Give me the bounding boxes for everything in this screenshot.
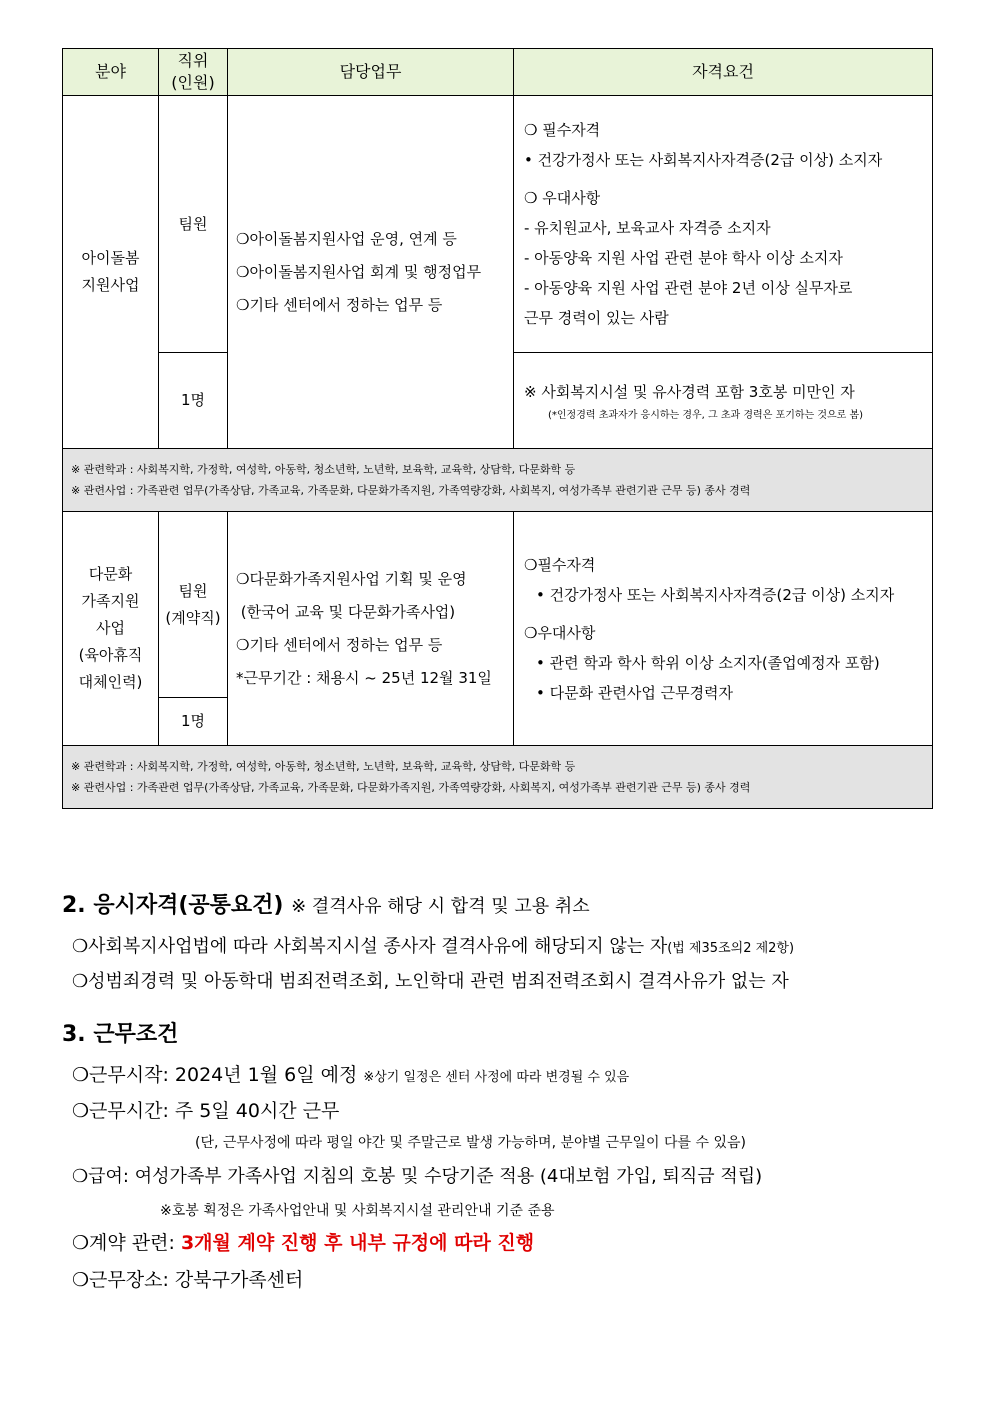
header-qualifications: 자격요건 <box>514 49 933 96</box>
row1-count: 1명 <box>159 353 228 449</box>
row1-notes <box>63 449 933 512</box>
note-line: ※ 관련사업 : 가족관련 업무(가족상담, 가족교육, 가족문화, 다문화가족지원, 가족역량강화, 사회복지, 여성가족부 관련기관 근무 등) 종사 경력 <box>71 781 751 794</box>
section2-heading <box>62 888 590 919</box>
header-field: 분야 <box>63 49 159 96</box>
work-hours-note: (단, 근무사정에 따라 평일 야간 및 주말근로 발생 가능하며, 분야별 근무일이 다를 수 있음) <box>195 1135 747 1151</box>
section2-aside: ※ 결격사유 해당 시 합격 및 고용 취소 <box>291 896 590 917</box>
row2-count: 1명 <box>159 698 228 746</box>
work-place: ❍근무장소: 강북구가족센터 <box>72 1269 304 1291</box>
work-hours: ❍근무시간: 주 5일 40시간 근무 <box>72 1100 340 1122</box>
preferred-title: ❍우대사항 <box>524 623 596 642</box>
row1-career <box>514 353 933 449</box>
preferred-title: ❍ 우대사항 <box>524 189 601 207</box>
career-note-small: (*인정경력 초과자가 응시하는 경우, 그 초과 경력은 포기하는 것으로 봄) <box>548 409 864 421</box>
row2-notes <box>63 746 933 809</box>
duty-item: ❍아이돌봄지원사업 회계 및 행정업무 <box>236 262 482 281</box>
preferred-item: - 아동양육 지원 사업 관련 분야 학사 이상 소지자 <box>524 249 843 267</box>
row1-qualifications <box>514 96 933 353</box>
duty-item: ❍다문화가족지원사업 기획 및 운영 <box>236 569 467 588</box>
row1-position: 팀원 <box>159 96 228 353</box>
row2-duties <box>228 512 514 746</box>
header-duties: 담당업무 <box>228 49 514 96</box>
work-start-note: ※상기 일정은 센터 사정에 따라 변경될 수 있음 <box>363 1070 630 1085</box>
required-title: ❍ 필수자격 <box>524 121 601 139</box>
section2-title: 2. 응시자격(공통요건) <box>62 893 284 918</box>
contract-value: 3개월 계약 진행 후 내부 규정에 따라 진행 <box>180 1232 535 1254</box>
work-start: ❍근무시작: 2024년 1월 6일 예정 ※상기 일정은 센터 사정에 따라 변경될 수 있음 <box>72 1064 630 1086</box>
duty-item: ❍기타 센터에서 정하는 업무 등 <box>236 295 443 314</box>
row1-duties <box>228 96 514 449</box>
note-line: ※ 관련학과 : 사회복지학, 가정학, 여성학, 아동학, 청소년학, 노년학, 보육학, 교육학, 상담학, 다문화학 등 <box>71 463 576 476</box>
salary: ❍급여: 여성가족부 가족사업 지침의 호봉 및 수당기준 적용 (4대보험 가입, 퇴직금 적립) <box>72 1166 763 1187</box>
section2-line2: ❍성범죄경력 및 아동학대 범죄전력조회, 노인학대 관련 범죄전력조회시 결격사유가 없는 자 <box>72 971 789 992</box>
section3-title: 3. 근무조건 <box>62 1022 179 1047</box>
preferred-item: - 유치원교사, 보육교사 자격증 소지자 <box>524 219 771 237</box>
required-title: ❍필수자격 <box>524 555 596 574</box>
career-note: ※ 사회복지시설 및 유사경력 포함 3호봉 미만인 자 <box>524 382 855 401</box>
row2-position: 팀원 (계약직) <box>159 512 228 698</box>
row1-field: 아이돌봄 지원사업 <box>63 96 159 449</box>
note-line: ※ 관련사업 : 가족관련 업무(가족상담, 가족교육, 가족문화, 다문화가족지원, 가족역량강화, 사회복지, 여성가족부 관련기관 근무 등) 종사 경력 <box>71 484 751 497</box>
salary-note: ※호봉 획정은 가족사업안내 및 사회복지시설 관리안내 기준 준용 <box>160 1203 555 1219</box>
section2-line1: ❍사회복지사업법에 따라 사회복지시설 종사자 결격사유에 해당되지 않는 자(법 제35조의2 제2항) <box>72 936 795 957</box>
section2-line1-small: (법 제35조의2 제2항) <box>667 941 795 956</box>
required-item: • 건강가정사 또는 사회복지사자격증(2급 이상) 소지자 <box>524 151 883 169</box>
contract: ❍계약 관련: 3개월 계약 진행 후 내부 규정에 따라 진행 <box>72 1232 535 1254</box>
table-header-row <box>63 49 933 96</box>
duty-item: *근무기간 : 채용시 ~ 25년 12월 31일 <box>236 668 492 687</box>
duty-item: ❍아이돌봄지원사업 운영, 연계 등 <box>236 229 457 248</box>
preferred-item: • 다문화 관련사업 근무경력자 <box>536 683 734 702</box>
row2-qualifications <box>514 512 933 746</box>
recruitment-table <box>62 48 933 809</box>
row2-field: 다문화 가족지원 사업 (육아휴직 대체인력) <box>63 512 159 746</box>
note-line: ※ 관련학과 : 사회복지학, 가정학, 여성학, 아동학, 청소년학, 노년학, 보육학, 교육학, 상담학, 다문화학 등 <box>71 760 576 773</box>
required-item: • 건강가정사 또는 사회복지사자격증(2급 이상) 소지자 <box>536 585 895 604</box>
preferred-item: - 아동양육 지원 사업 관련 분야 2년 이상 실무자로 근무 경력이 있는 사람 <box>524 279 853 327</box>
header-position: 직위 (인원) <box>159 49 228 96</box>
preferred-item: • 관련 학과 학사 학위 이상 소지자(졸업예정자 포함) <box>536 653 880 672</box>
duty-item: ❍기타 센터에서 정하는 업무 등 <box>236 635 443 654</box>
duty-item: (한국어 교육 및 다문화가족사업) <box>236 602 456 621</box>
